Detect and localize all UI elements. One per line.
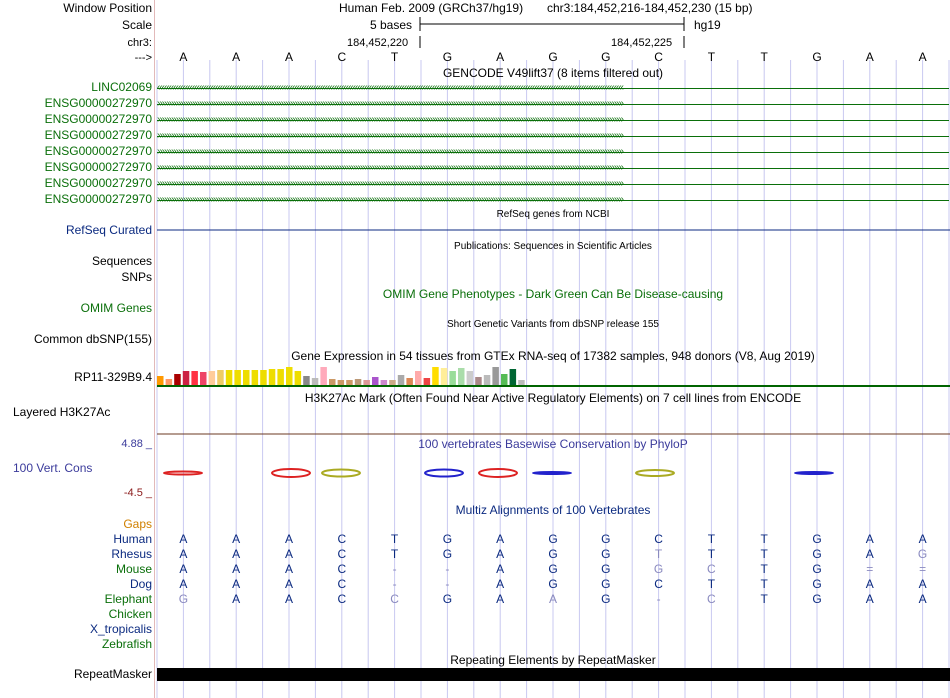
alignment-base: G — [601, 562, 611, 576]
alignment-base: A — [865, 592, 874, 606]
alignment-base: G — [812, 532, 822, 546]
gtex-tissue-bar[interactable] — [398, 375, 405, 385]
track-title-dbsnp: Short Genetic Variants from dbSNP release 155 — [447, 319, 659, 330]
alignment-base: T — [760, 532, 768, 546]
alignment-base: A — [918, 532, 927, 546]
alignment-base: A — [865, 577, 874, 591]
gtex-tissue-bar[interactable] — [492, 367, 499, 385]
gtex-tissue-bar[interactable] — [406, 378, 413, 385]
dna-base[interactable]: C — [654, 50, 663, 64]
alignment-base: A — [918, 577, 927, 591]
alignment-base: A — [284, 577, 293, 591]
gtex-tissue-bar[interactable] — [277, 369, 284, 385]
dna-base[interactable]: G — [601, 50, 611, 64]
alignment-base: C — [654, 532, 663, 546]
gtex-tissue-bar[interactable] — [432, 367, 439, 385]
alignment-base: - — [445, 562, 450, 576]
gtex-tissue-bar[interactable] — [312, 378, 319, 385]
gtex-tissue-bar[interactable] — [381, 380, 388, 385]
gtex-tissue-bar[interactable] — [200, 372, 207, 385]
gene-label[interactable]: LINC02069 — [91, 80, 152, 94]
alignment-base: A — [496, 547, 505, 561]
track-label-gtex-gene[interactable]: RP11-329B9.4 — [74, 370, 152, 384]
alignment-base: A — [284, 547, 293, 561]
alignment-base: A — [548, 592, 557, 606]
alignment-base: G — [653, 562, 664, 576]
track-label-sequences[interactable]: Sequences — [91, 254, 152, 268]
alignment-base: G — [442, 532, 453, 546]
gene-label[interactable]: ENSG00000272970 — [44, 160, 152, 174]
alignment-base: A — [232, 562, 241, 576]
gtex-tissue-bar[interactable] — [338, 380, 345, 385]
track-label-repeatmasker[interactable]: RepeatMasker — [73, 667, 152, 681]
gtex-tissue-bar[interactable] — [174, 374, 181, 385]
species-label[interactable]: Dog — [129, 577, 152, 591]
scale-db-text: hg19 — [694, 18, 721, 32]
alignment-base: A — [496, 532, 505, 546]
dna-base[interactable]: T — [707, 50, 716, 64]
dna-base[interactable]: A — [232, 50, 241, 64]
alignment-base: - — [656, 592, 661, 606]
cons-min-label: -4.5 _ — [123, 487, 152, 499]
conservation-logo — [479, 469, 517, 477]
dna-base[interactable]: G — [812, 50, 822, 64]
alignment-base: A — [284, 592, 293, 606]
gene-strand-arrows: ›››››››››››››››››››››››››››››››››››››››››››››››››››››››››››››››››››››››››››››››››››››››››››››››››››››››››››››››››››››››››››››››››››››››››››››››››››››››››››››››››››››››››››››››››››››››››››››››››››››››› — [157, 115, 624, 125]
gene-strand-arrows: ›››››››››››››››››››››››››››››››››››››››››››››››››››››››››››››››››››››››››››››››››››››››››››››››››››››››››››››››››››››››››››››››››››››››››››››››››››››››››››››››››››››››››››››››››››››››››››››››››››››››› — [157, 147, 624, 157]
alignment-base: T — [760, 547, 768, 561]
gene-strand-arrows: ›››››››››››››››››››››››››››››››››››››››››››››››››››››››››››››››››››››››››››››››››››››››››››››››››››››››››››››››››››››››››››››››››››››››››››››››››››››››››››››››››››››››››››››››››››››››››››››››››››››››› — [157, 131, 624, 141]
alignment-base: C — [390, 592, 399, 606]
alignment-base: G — [601, 532, 611, 546]
gtex-tissue-bar[interactable] — [183, 371, 190, 385]
alignment-base: G — [812, 547, 822, 561]
alignment-base: - — [392, 562, 397, 576]
alignment-base: C — [654, 577, 663, 591]
alignment-base: - — [392, 577, 397, 591]
alignment-base: T — [760, 592, 768, 606]
gtex-tissue-bar[interactable] — [226, 370, 233, 385]
track-label-layered-h3k27ac[interactable]: Layered H3K27Ac — [13, 405, 111, 419]
species-label[interactable]: Human — [113, 532, 152, 546]
gene-label[interactable]: ENSG00000272970 — [44, 112, 152, 126]
track-title-multiz: Multiz Alignments of 100 Vertebrates — [455, 503, 651, 517]
alignment-base: = — [919, 562, 927, 576]
track-title-gtex: Gene Expression in 54 tissues from GTEx RNA-seq of 17382 samples, 948 donors (V8, Aug 2019) — [291, 349, 815, 363]
track-title-phylop: 100 vertebrates Basewise Conservation by PhyloP — [418, 437, 688, 451]
gene-label[interactable]: ENSG00000272970 — [44, 192, 152, 206]
alignment-base: A — [179, 547, 188, 561]
alignment-base: A — [496, 577, 505, 591]
coordinate-label-2: 184,452,225 — [611, 37, 673, 49]
gtex-tissue-bar[interactable] — [424, 378, 431, 385]
gene-label[interactable]: ENSG00000272970 — [44, 96, 152, 110]
gtex-tissue-bar[interactable] — [157, 376, 164, 385]
alignment-base: A — [918, 592, 927, 606]
gtex-tissue-bar[interactable] — [269, 369, 276, 385]
gtex-tissue-bar[interactable] — [217, 370, 224, 385]
conservation-logo — [795, 472, 833, 474]
alignment-base: G — [601, 547, 611, 561]
dna-base[interactable]: G — [442, 50, 453, 64]
conservation-logo — [425, 470, 463, 477]
conservation-logo — [272, 469, 310, 477]
gene-label[interactable]: ENSG00000272970 — [44, 128, 152, 142]
gtex-tissue-bar[interactable] — [252, 370, 259, 385]
gene-label[interactable]: ENSG00000272970 — [44, 144, 152, 158]
dna-base[interactable]: T — [760, 50, 768, 64]
dna-base[interactable]: A — [918, 50, 927, 64]
alignment-base: T — [707, 547, 716, 561]
track-title-gencode: GENCODE V49lift37 (8 items filtered out) — [442, 66, 664, 80]
alignment-base: T — [390, 532, 399, 546]
label-panel-divider — [154, 0, 155, 698]
alignment-base: T — [654, 547, 663, 561]
alignment-base: C — [337, 592, 347, 606]
gtex-tissue-bar[interactable] — [475, 377, 482, 385]
track-title-refseq: RefSeq genes from NCBI — [496, 209, 610, 220]
track-title-repeatmasker: Repeating Elements by RepeatMasker — [450, 653, 656, 667]
alignment-base: G — [601, 592, 611, 606]
alignment-base: A — [232, 577, 241, 591]
track-label-common-dbsnp[interactable]: Common dbSNP(155) — [33, 332, 152, 346]
gene-strand-arrows: ›››››››››››››››››››››››››››››››››››››››››››››››››››››››››››››››››››››››››››››››››››››››››››››››››››››››››››››››››››››››››››››››››››››››››››››››››››››››››››››››››››››››››››››››››››››››››››››››››››››››› — [157, 195, 624, 205]
gtex-tissue-bar[interactable] — [467, 371, 474, 385]
alignment-base: T — [760, 577, 768, 591]
alignment-base: G — [442, 592, 453, 606]
gtex-tissue-bar[interactable] — [329, 379, 336, 385]
track-title-omim: OMIM Gene Phenotypes - Dark Green Can Be Disease-causing — [382, 287, 724, 301]
alignment-base: T — [390, 547, 399, 561]
alignment-base: A — [179, 562, 188, 576]
alignment-base: A — [179, 532, 188, 546]
track-label-gaps[interactable]: Gaps — [123, 517, 152, 531]
repeatmasker-element[interactable] — [157, 668, 950, 681]
alignment-base: G — [548, 562, 558, 576]
gene-strand-arrows: ‹‹‹‹‹‹‹‹‹‹‹‹‹‹‹‹‹‹‹‹‹‹‹‹‹‹‹‹‹‹‹‹‹‹‹‹‹‹‹‹‹‹‹‹‹‹‹‹‹‹‹‹‹‹‹‹‹‹‹‹‹‹‹‹‹‹‹‹‹‹‹‹‹‹‹‹‹‹‹‹‹‹‹‹‹‹‹‹‹‹‹‹‹‹‹‹‹‹‹‹‹‹‹‹‹‹‹‹‹‹‹‹‹‹‹‹‹‹‹‹‹‹‹‹‹‹‹‹‹‹‹‹‹‹‹‹‹‹‹‹‹‹‹‹‹‹‹‹‹‹‹‹‹‹‹‹‹‹‹‹‹‹‹‹‹‹‹‹‹‹‹‹‹‹‹‹‹‹‹‹‹‹‹‹‹‹‹‹‹‹‹‹‹‹‹‹‹‹‹‹ — [157, 83, 624, 93]
gtex-tissue-bar[interactable] — [166, 379, 173, 385]
alignment-base: A — [179, 577, 188, 591]
gtex-tissue-bar[interactable] — [441, 368, 448, 385]
species-label[interactable]: Elephant — [104, 592, 152, 606]
alignment-base: A — [865, 532, 874, 546]
gtex-tissue-bar[interactable] — [234, 370, 241, 385]
alignment-base: A — [865, 547, 874, 561]
alignment-base: G — [601, 577, 611, 591]
gtex-tissue-bar[interactable] — [355, 379, 362, 385]
gtex-tissue-bar[interactable] — [449, 371, 456, 385]
alignment-base: = — [866, 562, 874, 576]
dna-base[interactable]: C — [337, 50, 347, 64]
gene-strand-arrows: ›››››››››››››››››››››››››››››››››››››››››››››››››››››››››››››››››››››››››››››››››››››››››››››››››››››››››››››››››››››››››››››››››››››››››››››››››››››››››››››››››››››››››››››››››››››››››››››››››››››››› — [157, 99, 624, 109]
alignment-base: G — [548, 577, 558, 591]
window-position-label[interactable]: Window Position — [63, 1, 152, 15]
dna-base[interactable]: A — [496, 50, 505, 64]
gtex-tissue-bar[interactable] — [320, 367, 327, 385]
alignment-base: T — [707, 577, 716, 591]
gene-label[interactable]: ENSG00000272970 — [44, 176, 152, 190]
alignment-base: - — [445, 577, 450, 591]
dna-base[interactable]: A — [284, 50, 293, 64]
alignment-base: T — [707, 532, 716, 546]
alignment-base: A — [232, 592, 241, 606]
track-title-h3k27ac: H3K27Ac Mark (Often Found Near Active Regulatory Elements) on 7 cell lines from ENCODE — [304, 391, 802, 405]
gene-strand-arrows: ›››››››››››››››››››››››››››››››››››››››››››››››››››››››››››››››››››››››››››››››››››››››››››››››››››››››››››››››››››››››››››››››››››››››››››››››››››››››››››››››››››››››››››››››››››››››››››››››››››››››› — [157, 163, 624, 173]
conservation-logo — [322, 470, 360, 477]
track-label-snps[interactable]: SNPs — [121, 270, 152, 284]
alignment-base: A — [232, 547, 241, 561]
gtex-tissue-bar[interactable] — [295, 371, 302, 385]
gtex-tissue-bar[interactable] — [510, 369, 516, 385]
alignment-base: A — [284, 532, 293, 546]
alignment-base: A — [496, 592, 505, 606]
gtex-tissue-bar[interactable] — [209, 371, 216, 385]
dna-base[interactable]: T — [390, 50, 399, 64]
gtex-tissue-bar[interactable] — [372, 377, 379, 385]
alignment-base: C — [707, 592, 716, 606]
gtex-tissue-bar[interactable] — [243, 370, 250, 385]
gtex-tissue-bar[interactable] — [518, 380, 525, 385]
dna-base[interactable]: G — [548, 50, 558, 64]
alignment-base: A — [496, 562, 505, 576]
alignment-base: A — [284, 562, 293, 576]
position-text[interactable]: chr3:184,452,216-184,452,230 (15 bp) — [547, 1, 753, 15]
alignment-base: G — [812, 577, 822, 591]
scale-text: 5 bases — [370, 18, 413, 32]
alignment-base: C — [337, 532, 347, 546]
gtex-tissue-bar[interactable] — [389, 380, 396, 385]
track-title-publications: Publications: Sequences in Scientific Articles — [454, 241, 652, 252]
alignment-base: G — [812, 592, 822, 606]
gtex-tissue-bar[interactable] — [484, 375, 491, 385]
alignment-base: C — [337, 562, 347, 576]
cons-max-label: 4.88 _ — [121, 438, 152, 450]
alignment-base: G — [178, 592, 189, 606]
alignment-base: G — [548, 547, 558, 561]
gtex-tissue-bar[interactable] — [415, 371, 422, 385]
species-label[interactable]: Chicken — [108, 607, 152, 621]
gene-strand-arrows: ›››››››››››››››››››››››››››››››››››››››››››››››››››››››››››››››››››››››››››››››››››››››››››››››››››››››››››››››››››››››››››››››››››››››››››››››››››››››››››››››››››››››››››››››››››››››››››››››››››››››› — [157, 179, 624, 189]
scale-label: Scale — [121, 18, 152, 32]
gtex-tissue-bar[interactable] — [260, 370, 267, 385]
chrom-label: chr3: — [127, 37, 152, 49]
alignment-base: T — [760, 562, 768, 576]
track-label-omim[interactable]: OMIM Genes — [80, 301, 152, 315]
species-label[interactable]: Zebrafish — [101, 637, 152, 651]
gtex-tissue-bar[interactable] — [501, 374, 508, 385]
alignment-base: G — [442, 547, 453, 561]
species-label[interactable]: Mouse — [115, 562, 152, 576]
alignment-base: C — [707, 562, 716, 576]
gtex-tissue-bar[interactable] — [346, 380, 353, 385]
gtex-tissue-bar[interactable] — [286, 367, 293, 385]
species-label[interactable]: Rhesus — [111, 547, 152, 561]
alignment-base: G — [548, 532, 558, 546]
gtex-tissue-bar[interactable] — [363, 380, 370, 385]
dna-base[interactable]: A — [179, 50, 188, 64]
coordinate-label-1: 184,452,220 — [347, 37, 409, 49]
species-label[interactable]: X_tropicalis — [89, 622, 152, 636]
track-label-vert-cons[interactable]: 100 Vert. Cons — [13, 461, 93, 475]
alignment-base: A — [232, 532, 241, 546]
conservation-logo — [533, 472, 571, 474]
gtex-tissue-bar[interactable] — [303, 376, 310, 385]
gtex-tissue-bar[interactable] — [191, 371, 198, 385]
alignment-base: G — [812, 562, 822, 576]
alignment-base: C — [337, 547, 347, 561]
assembly-text: Human Feb. 2009 (GRCh37/hg19) — [339, 1, 524, 15]
alignment-base: C — [337, 577, 347, 591]
dna-base[interactable]: A — [865, 50, 874, 64]
alignment-base: G — [917, 547, 928, 561]
track-label-refseq[interactable]: RefSeq Curated — [65, 223, 152, 237]
conservation-logo — [636, 470, 674, 476]
gtex-tissue-bar[interactable] — [458, 368, 465, 385]
strand-arrow-label[interactable]: ---> — [134, 52, 152, 64]
